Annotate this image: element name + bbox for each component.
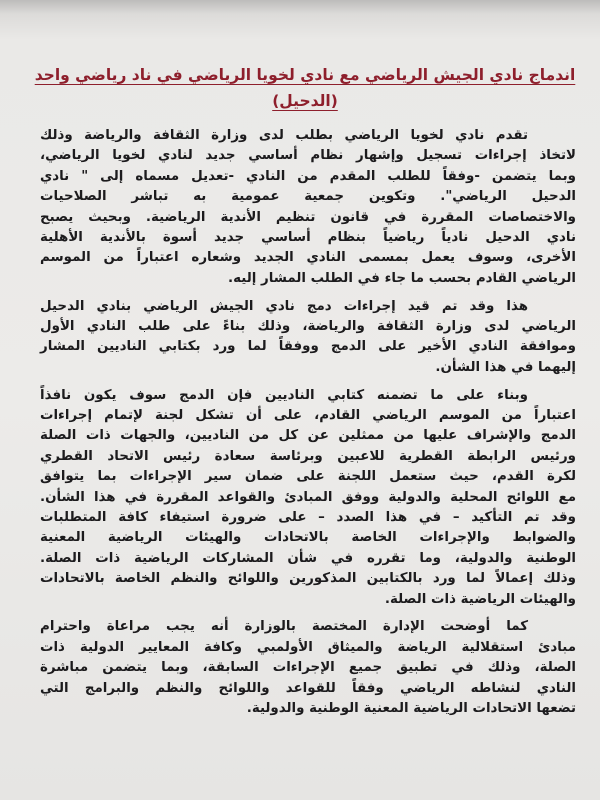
paragraph bbox=[40, 297, 576, 379]
paragraph-line: وقد تم التأكيد – في هذا الصدد – على ضرورة استيفاء كافة المتطلبات bbox=[40, 510, 576, 526]
paragraph-line: الوطنية والدولية، وما تقرره في شأن المشاركات الرياضية ذات الصلة. bbox=[40, 550, 576, 566]
paragraph-line: كما أوضحت الإدارة المختصة بالوزارة أنه يجب مراعاة واحترام bbox=[40, 619, 528, 635]
paragraph-line: النادي لنشاطه الرياضي وفقاً للقواعد واللوائح والنظم والبرامج التي bbox=[40, 680, 576, 696]
document-body bbox=[40, 126, 576, 727]
paragraph-line: والهيئات الرياضية ذات الصلة. bbox=[384, 591, 576, 607]
paragraph-line: وبما يتضمن -وفقاً للطلب المقدم من النادي -تعديل مسماه إلى " نادي bbox=[40, 168, 576, 184]
paragraph-line: لكرة القدم، حيث ستعمل اللجنة على ضمان سير الإجراءات بما يتوافق bbox=[40, 469, 576, 485]
paragraph-line: تقدم نادي لخويا الرياضي بطلب لدى وزارة الثقافة والرياضة وذلك bbox=[40, 128, 528, 143]
paragraph-line: الدمج والإشراف عليها من ممثلين عن كل من الناديين، والجهات ذات الصلة bbox=[40, 428, 576, 444]
paragraph-line: والاختصاصات المقررة في قانون تنظيم الأندية الرياضية. وبحيث يصبح bbox=[40, 209, 576, 225]
paragraph-line: والضوابط والإجراءات الخاصة بالاتحادات والهيئات الرياضية المعنية bbox=[40, 530, 576, 546]
paragraph-line: ورئيس الرابطة القطرية للاعبين وبرئاسة سعادة رئيس الاتحاد القطري bbox=[40, 448, 576, 464]
paragraph-line: تضعها الاتحادات الرياضية المعنية الوطنية والدولية. bbox=[246, 701, 576, 717]
paragraph-line: الأخرى، وسوف يعمل بمسمى النادي الجديد وشعاره اعتباراً من الموسم bbox=[40, 250, 576, 266]
paragraph bbox=[40, 126, 576, 289]
paragraph bbox=[40, 617, 576, 719]
document-subtitle: (الدحيل) bbox=[272, 92, 338, 110]
paragraph-line: إليهما في هذا الشأن. bbox=[435, 359, 576, 375]
paragraph bbox=[40, 386, 576, 610]
paragraph-line: نادي الدحيل نادياً رياضياً بنظام أساسي جديد أسوة بالأندية الأهلية bbox=[40, 229, 576, 245]
paragraph-line: الرياضي لدى وزارة الثقافة والرياضة، وذلك بناءً على طلب النادي الأول bbox=[40, 319, 576, 335]
paragraph-line: الرياضي القادم بحسب ما جاء في الطلب المشار إليه. bbox=[228, 270, 576, 286]
paragraph-line: هذا وقد تم قيد إجراءات دمج نادي الجيش الرياضي بنادي الدحيل bbox=[40, 298, 528, 314]
paragraph-line: الدحيل الرياضي". وتكوين جمعية عمومية به تباشر الصلاحيات bbox=[40, 189, 576, 205]
paragraph-line: مبادئ استقلالية الرياضة والميثاق الأولمبي وكافة المعايير الدولية ذات bbox=[40, 639, 576, 655]
document-title: اندماج نادي الجيش الرياضي مع نادي لخويا الرياضي في ناد رياضي واحد bbox=[34, 66, 576, 84]
paragraph-line: وذلك إعمالاً لما ورد بالكتابين المذكورين واللوائح والنظم الخاصة بالاتحادات bbox=[40, 571, 576, 587]
paragraph-line: الصلة، وذلك في تطبيق جميع الإجراءات السابقة، وبما يتضمن مباشرة bbox=[40, 660, 576, 676]
paragraph-line: مع اللوائح المحلية والدولية ووفق المبادئ والقواعد المقررة في هذا الشأن. bbox=[40, 489, 576, 505]
paragraph-line: وبناء على ما تضمنه كتابي الناديين فإن الدمج سوف يكون نافذاً bbox=[40, 387, 528, 403]
paragraph-line: اعتباراً من الموسم الرياضي القادم، على أن تشكل لجنة لإتمام إجراءات bbox=[40, 408, 576, 424]
paragraph-line: لاتخاذ إجراءات تسجيل وإشهار نظام أساسي جديد لنادي لخويا الرياضي، bbox=[40, 148, 576, 164]
paragraph-line: وموافقة النادي الأخير على الدمج ووفقاً لما ورد بكتابي الناديين المشار bbox=[40, 339, 576, 355]
